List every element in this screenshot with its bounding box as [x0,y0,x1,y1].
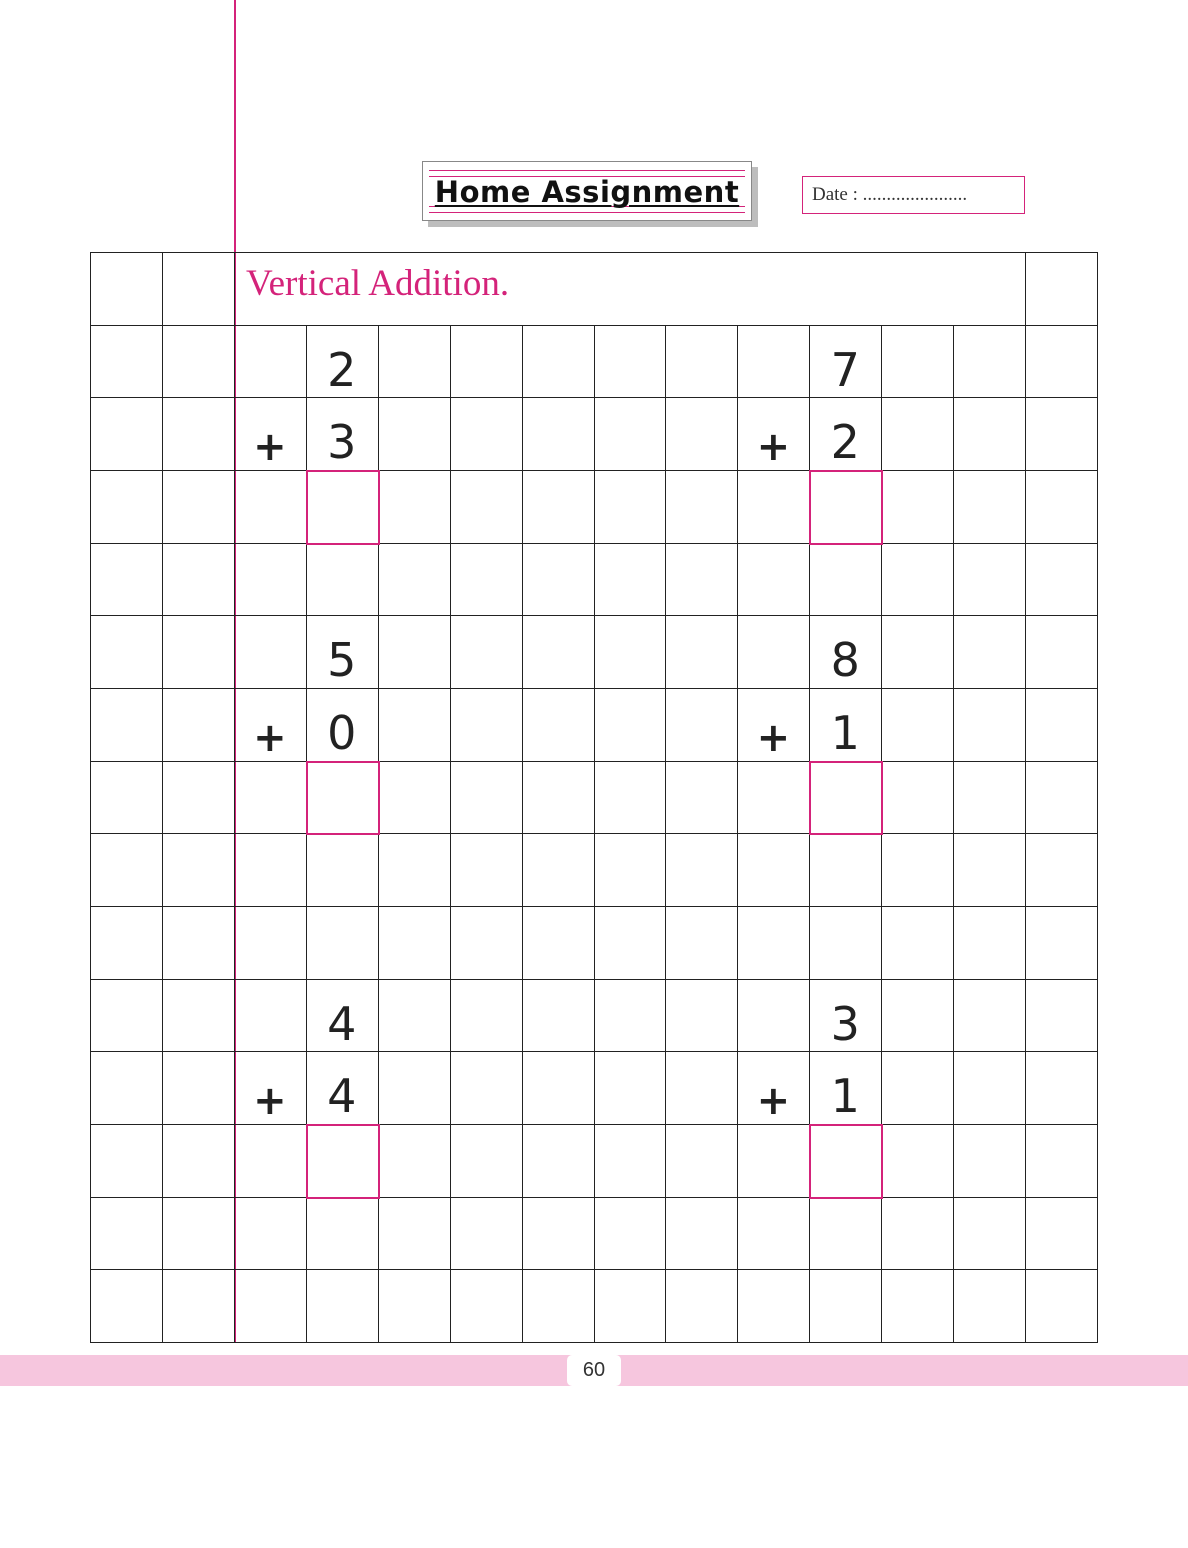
grid-cell [1025,615,1098,689]
grid-cell [234,543,307,617]
grid-cell [522,470,595,544]
grid-cell [665,979,738,1053]
grid-cell [234,833,307,907]
grid-cell [737,979,810,1053]
grid-cell [450,397,523,471]
instruction-text: Vertical Addition. [246,263,510,304]
grid-cell [594,1269,667,1343]
grid-cell [522,906,595,980]
addend-bottom: 0 [327,706,357,761]
grid-cell [881,1051,954,1125]
grid-cell [953,1124,1026,1198]
grid-cell [162,1197,235,1271]
grid-cell [90,543,163,617]
addend-bottom: 1 [830,706,860,761]
plus-sign: + [756,715,791,762]
grid-cell [90,1124,163,1198]
grid-cell [881,1269,954,1343]
grid-cell [881,688,954,762]
grid-cell [90,252,163,326]
grid-cell [378,1269,451,1343]
grid-cell [881,615,954,689]
grid-cell [594,979,667,1053]
grid-cell [809,543,882,617]
grid-cell [90,325,163,399]
grid-cell [90,761,163,835]
grid-cell [522,761,595,835]
grid-cell [450,325,523,399]
grid-cell [809,906,882,980]
grid-cell [1025,470,1098,544]
grid-cell [378,1124,451,1198]
grid-cell [1025,833,1098,907]
grid-cell [594,1051,667,1125]
grid-cell [90,1051,163,1125]
grid-cell [1025,252,1098,326]
answer-box[interactable] [306,470,380,545]
grid-cell [450,1124,523,1198]
grid-cell [378,906,451,980]
badge-rule [429,212,745,213]
grid-cell [162,833,235,907]
grid-cell [594,833,667,907]
grid-cell [665,470,738,544]
plus-sign: + [253,1078,287,1125]
grid-cell [737,906,810,980]
grid-cell [594,470,667,544]
grid-cell [378,325,451,399]
grid-cell [809,1197,882,1271]
grid-cell [450,979,523,1053]
grid-cell [450,906,523,980]
grid-cell [378,615,451,689]
addend-bottom: 1 [830,1069,860,1124]
grid-cell [162,761,235,835]
grid-cell [953,979,1026,1053]
grid-cell [737,615,810,689]
grid-cell [522,1051,595,1125]
date-field[interactable]: Date : ...................... [802,176,1025,214]
grid-cell [162,1124,235,1198]
grid-cell [378,833,451,907]
grid-cell [594,543,667,617]
grid-cell [162,1269,235,1343]
plus-sign: + [253,715,287,762]
grid-cell [881,543,954,617]
grid-cell [450,615,523,689]
grid-cell [162,252,235,326]
grid-cell [665,543,738,617]
grid-cell [90,1269,163,1343]
grid-cell [234,979,307,1053]
grid-cell [378,979,451,1053]
page-number: 60 [567,1355,621,1386]
grid-cell [522,688,595,762]
grid-cell [1025,1197,1098,1271]
addend-top: 5 [327,633,357,688]
grid-cell [953,543,1026,617]
grid-cell [737,833,810,907]
addend-top: 3 [830,996,860,1051]
grid-cell [953,615,1026,689]
grid-cell [162,543,235,617]
grid-cell [881,761,954,835]
grid-cell [90,979,163,1053]
grid-cell [90,1197,163,1271]
addend-bottom: 3 [327,415,357,470]
grid-cell [1025,1051,1098,1125]
grid-cell [665,688,738,762]
grid-cell [665,325,738,399]
page-title: Home Assignment [434,175,740,209]
grid-cell [809,1269,882,1343]
grid-cell [162,1051,235,1125]
grid-cell [953,688,1026,762]
grid-cell [594,615,667,689]
grid-cell [162,688,235,762]
grid-cell [881,1197,954,1271]
grid-cell [665,761,738,835]
grid-cell [1025,688,1098,762]
grid-cell [1025,1269,1098,1343]
grid-cell [522,615,595,689]
grid-cell [378,761,451,835]
grid-cell [881,397,954,471]
badge-face [422,161,752,221]
grid-cell [450,833,523,907]
grid-cell [881,470,954,544]
grid-cell [594,688,667,762]
grid-cell [234,1197,307,1271]
answer-box[interactable] [306,761,380,836]
grid-cell [665,833,738,907]
grid-cell [1025,906,1098,980]
grid-cell [665,906,738,980]
grid-cell [90,470,163,544]
grid-cell [90,833,163,907]
grid-cell [162,397,235,471]
home-assignment-badge [422,161,762,227]
grid-cell [306,543,379,617]
grid-cell [1025,543,1098,617]
grid-cell [90,615,163,689]
grid-cell [594,325,667,399]
grid-cell [378,543,451,617]
grid-cell [306,1269,379,1343]
addend-top: 8 [830,633,860,688]
grid-cell [881,979,954,1053]
grid-cell [450,1051,523,1125]
grid-cell [522,543,595,617]
grid-cell [522,397,595,471]
grid-cell [594,761,667,835]
grid-cell [1025,325,1098,399]
grid-cell [953,906,1026,980]
answer-box[interactable] [306,1124,380,1199]
grid-cell [594,1124,667,1198]
grid-cell [162,979,235,1053]
grid-cell [378,397,451,471]
grid-cell [522,1269,595,1343]
grid-cell [306,906,379,980]
grid-cell [378,1197,451,1271]
grid-cell [665,1197,738,1271]
grid-cell [953,833,1026,907]
grid-cell [953,1051,1026,1125]
grid-cell [1025,761,1098,835]
grid-cell [881,906,954,980]
grid-cell [162,470,235,544]
grid-cell [953,761,1026,835]
grid-cell [665,1051,738,1125]
grid-cell [809,833,882,907]
grid-cell [737,325,810,399]
grid-cell [234,906,307,980]
grid-cell [234,325,307,399]
grid-cell [665,397,738,471]
answer-box[interactable] [809,1124,883,1199]
grid-cell [737,1197,810,1271]
grid-cell [953,325,1026,399]
grid-cell [234,615,307,689]
answer-box[interactable] [809,761,883,836]
addend-top: 4 [327,996,357,1051]
grid-cell [522,833,595,907]
grid-cell [522,1197,595,1271]
grid-cell [522,979,595,1053]
grid-cell [450,761,523,835]
grid-cell [162,325,235,399]
grid-cell [594,1197,667,1271]
grid-cell [881,833,954,907]
grid-cell [594,906,667,980]
grid-cell [306,833,379,907]
grid-cell [234,1269,307,1343]
plus-sign: + [253,424,287,471]
grid-cell [594,397,667,471]
grid-cell [1025,397,1098,471]
grid-cell [1025,979,1098,1053]
grid-cell [953,1197,1026,1271]
grid-cell [953,1269,1026,1343]
grid-cell [90,906,163,980]
addend-bottom: 4 [327,1069,357,1124]
grid-cell [306,1197,379,1271]
grid-cell [450,1197,523,1271]
grid-cell [881,1124,954,1198]
grid-cell [522,1124,595,1198]
plus-sign: + [756,424,791,471]
grid-cell [90,397,163,471]
grid-cell [162,906,235,980]
grid-cell [378,470,451,544]
plus-sign: + [756,1078,791,1125]
addend-top: 7 [830,342,860,397]
badge-rule [429,170,745,171]
grid-cell [737,1269,810,1343]
answer-box[interactable] [809,470,883,545]
grid-cell [737,543,810,617]
addend-top: 2 [327,342,357,397]
grid-cell [450,543,523,617]
grid-cell [953,397,1026,471]
grid-cell [378,688,451,762]
grid-cell [450,1269,523,1343]
grid-cell [665,1124,738,1198]
grid-cell [665,615,738,689]
grid-cell [378,1051,451,1125]
grid-cell [450,470,523,544]
grid-cell [162,615,235,689]
grid-cell [522,325,595,399]
grid-cell [665,1269,738,1343]
grid-cell [450,688,523,762]
grid-cell [90,688,163,762]
grid-cell [1025,1124,1098,1198]
grid-cell [881,325,954,399]
grid-cell [953,470,1026,544]
addend-bottom: 2 [830,415,860,470]
